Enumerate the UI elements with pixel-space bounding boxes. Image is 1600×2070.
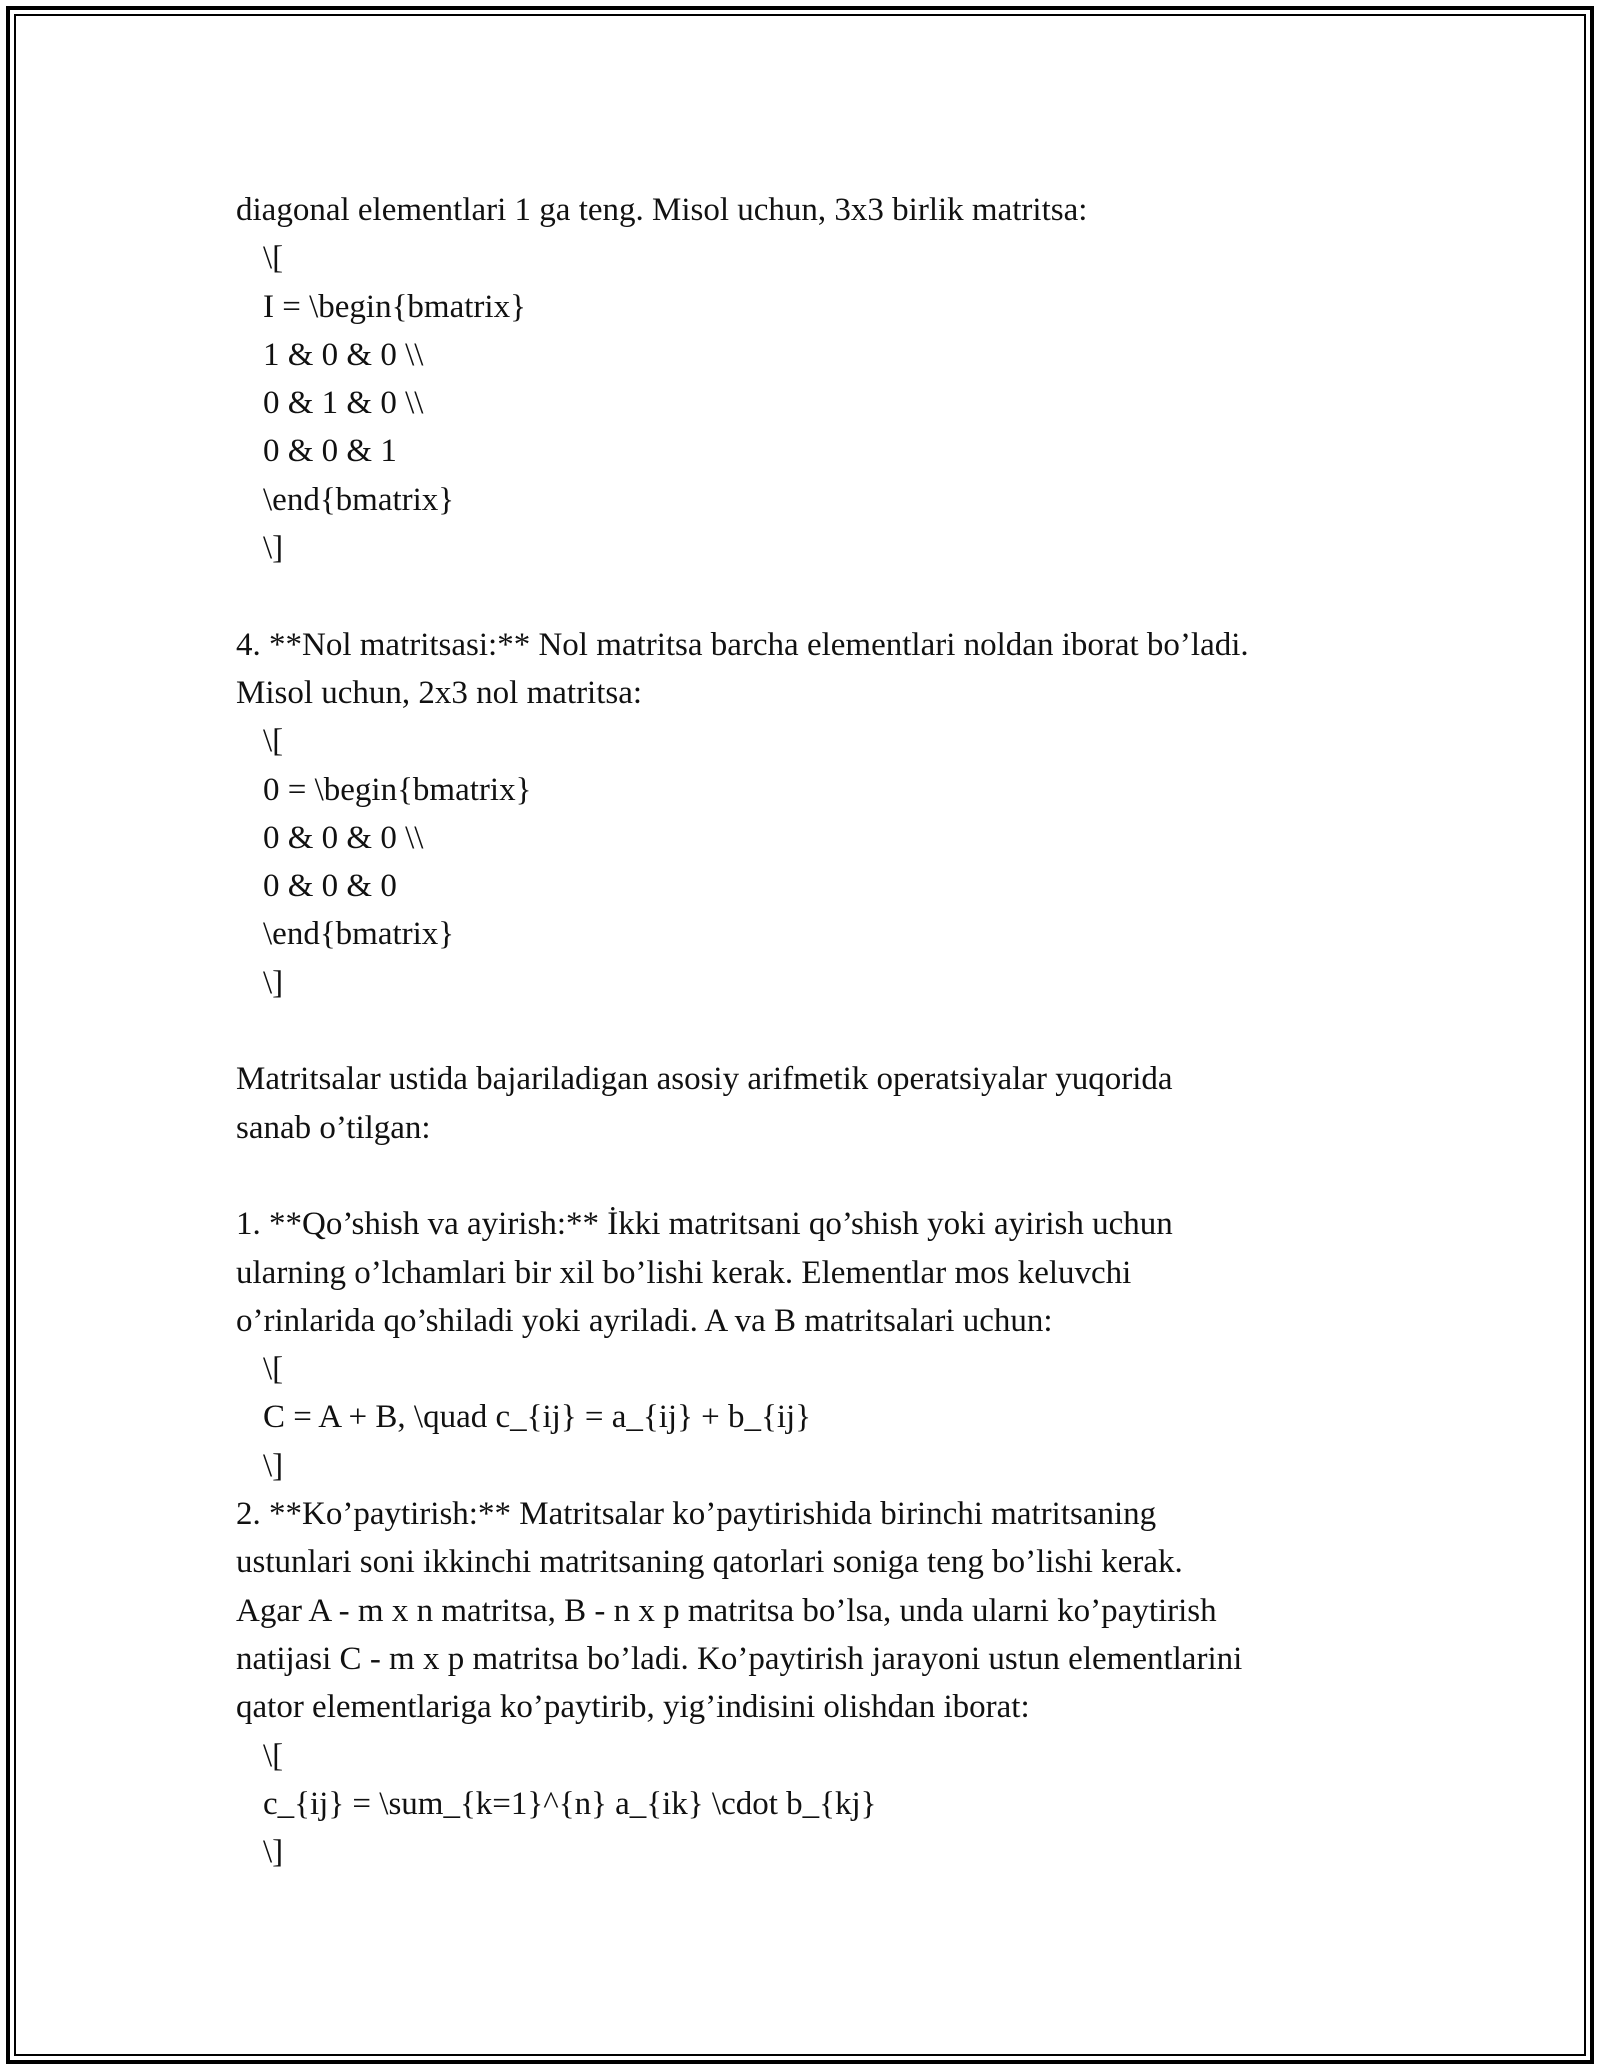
math-line: \end{bmatrix}	[263, 916, 455, 953]
text-line: Agar A - m x n matritsa, B - n x p matritsa bo’lsa, unda ularni ko’paytirish	[236, 1592, 1217, 1629]
text-line: o’rinlarida qo’shiladi yoki ayriladi. A va B matritsalari uchun:	[236, 1302, 1053, 1339]
text-block	[236, 186, 1416, 572]
text-line: ustunlari soni ikkinchi matritsaning qatorlari soniga teng bo’lishi kerak.	[236, 1544, 1183, 1581]
math-line: \[	[263, 1737, 284, 1774]
text-block	[236, 1055, 1416, 1152]
text-block	[236, 1200, 1416, 1876]
math-line: \]	[263, 1834, 284, 1871]
text-line: qator elementlariga ko’paytirib, yig’indisini olishdan iborat:	[236, 1689, 1030, 1726]
math-line: 0 & 0 & 0	[263, 868, 397, 905]
math-line: 1 & 0 & 0 \\	[263, 336, 424, 373]
math-line: \]	[263, 530, 284, 567]
text-line: 1. **Qo’shish va ayirish:** İkki matritsani qo’shish yoki ayirish uchun	[236, 1206, 1173, 1243]
math-line: C = A + B, \quad c_{ij} = a_{ij} + b_{ij}	[263, 1399, 812, 1436]
text-line: natijasi C - m x p matritsa bo’ladi. Ko’paytirish jarayoni ustun elementlarini	[236, 1640, 1243, 1677]
math-line: 0 & 1 & 0 \\	[263, 385, 424, 422]
math-line: 0 & 0 & 0 \\	[263, 819, 424, 856]
math-line: \[	[263, 723, 284, 760]
text-line: 2. **Ko’paytirish:** Matritsalar ko’paytirishida birinchi matritsaning	[236, 1496, 1157, 1533]
text-line: Misol uchun, 2x3 nol matritsa:	[236, 674, 643, 711]
text-line: sanab o’tilgan:	[236, 1109, 431, 1146]
paragraph-spacer	[236, 1152, 1416, 1200]
text-block	[236, 621, 1416, 1007]
math-line: 0 = \begin{bmatrix}	[263, 771, 532, 808]
text-line: 4. **Nol matritsasi:** Nol matritsa barcha elementlari noldan iborat bo’ladi.	[236, 626, 1249, 663]
math-line: \end{bmatrix}	[263, 481, 455, 518]
text-line: Matritsalar ustida bajariladigan asosiy arifmetik operatsiyalar yuqorida	[236, 1061, 1173, 1098]
document-body	[236, 186, 1416, 1876]
math-line: c_{ij} = \sum_{k=1}^{n} a_{ik} \cdot b_{kj}	[263, 1785, 877, 1822]
math-line: \]	[263, 964, 284, 1001]
paragraph-spacer	[236, 572, 1416, 620]
math-line: \[	[263, 1351, 284, 1388]
text-line: ularning o’lchamlari bir xil bo’lishi kerak. Elementlar mos keluvchi	[236, 1254, 1132, 1291]
math-line: \[	[263, 240, 284, 277]
math-line: 0 & 0 & 1	[263, 433, 397, 470]
math-line: \]	[263, 1447, 284, 1484]
paragraph-spacer	[236, 1007, 1416, 1055]
math-line: I = \begin{bmatrix}	[263, 288, 526, 325]
text-line: diagonal elementlari 1 ga teng. Misol uchun, 3x3 birlik matritsa:	[236, 192, 1088, 228]
